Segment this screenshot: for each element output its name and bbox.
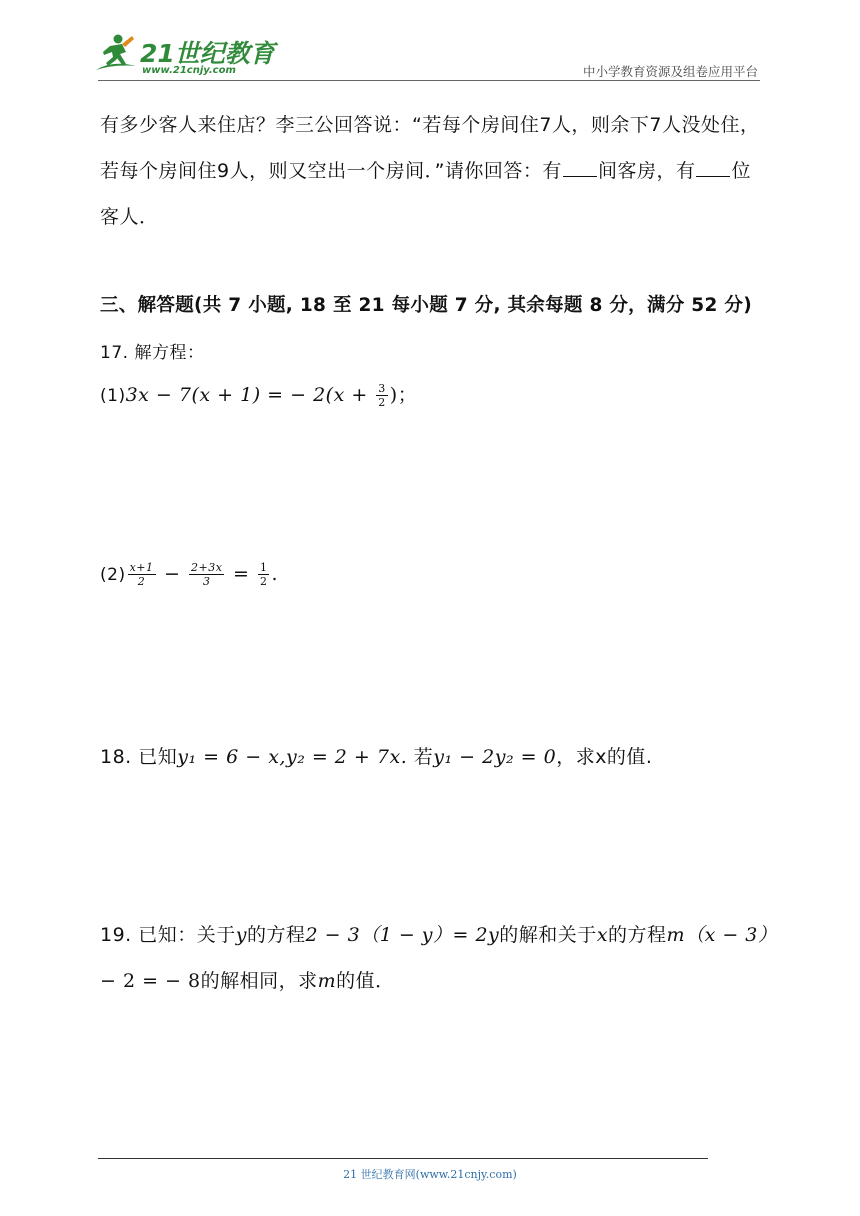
q19-equation-2a: m（x − 3） [666,924,778,946]
logo-url: www.21cnjy.com [142,65,236,76]
q17-2-fraction-1 [128,561,156,588]
page-header [0,0,860,90]
q17-2-fraction-3 [258,561,270,588]
q17-1-frac-den: 2 [378,396,386,409]
header-tagline: 中小学教育资源及组卷应用平台 [582,64,758,79]
q17-2-label: (2) [100,565,126,585]
q19-text-d: 的方程 [608,924,667,946]
logo-text: 21世纪教育 [140,39,275,68]
q17-part-1 [100,380,417,409]
answer-blank-guests[interactable] [696,156,730,177]
q17-title: 17. 解方程： [100,343,205,363]
q17-2-minus: − [157,563,188,585]
q18-expression-2: y₁ − 2y₂ = 0 [433,746,557,768]
q19-text-c: 的解和关于 [499,924,597,946]
q16-line-1: 有多少客人来住店？李三公回答说：“若每个房间住7人，则余下7人没处住， [100,114,760,136]
q17-2-f1-den: 2 [137,575,146,588]
q18 [100,742,652,769]
q19-equation-1: 2 − 3（1 − y）= 2y [305,924,500,946]
q18-suffix: ，求x的值. [556,746,653,768]
q16-line-2 [100,156,751,183]
section-3-heading: 三、解答题(共 7 小题, 18 至 21 每小题 7 分, 其余每题 8 分，满分 52 分) [100,295,752,316]
q17-1-fraction [376,382,388,409]
runner-logo-icon [92,30,142,76]
q19-text-b: 的方程 [247,924,306,946]
q19-line-2 [100,966,395,993]
footer-link[interactable]: 21 世纪教育网(www.21cnjy.com) [343,1168,517,1181]
header-divider [98,80,760,81]
q18-expression-1: y₁ = 6 − x,y₂ = 2 + 7x. [177,746,408,768]
q16-line-2-b: 间客房，有 [597,160,696,182]
q17-1-label: (1) [100,386,126,406]
q17-2-equals: = [226,563,256,585]
q17-part-2 [100,561,278,588]
answer-blank-rooms[interactable] [563,156,597,177]
q19-equation-2b: − 2 = − 8 [100,970,201,992]
q19-var-m: m [317,970,337,992]
q18-mid: 若 [407,746,434,768]
q19-text-a: 19. 已知：关于 [100,924,236,946]
q19-text-f: 的值． [336,970,395,992]
q16-line-2-a: 若每个房间住9人，则又空出一个房间．”请你回答：有 [100,160,562,182]
q17-2-fraction-2 [189,561,224,588]
q18-prefix: 18. 已知 [100,746,178,768]
q17-2-f3-den: 2 [259,575,268,588]
logo [92,30,275,80]
q19-var-y: y [235,924,247,946]
q17-2-end: . [271,563,278,585]
q17-1-end: )； [389,384,418,406]
q19-var-x: x [596,924,609,946]
q17-2-f1-num: x+1 [129,561,154,574]
q19-text-e: 的解相同，求 [200,970,318,992]
q17-2-f2-den: 3 [202,575,211,588]
q16-line-3: 客人． [100,206,159,228]
q17-2-f3-num: 1 [259,561,268,574]
q19-line-1 [100,920,777,947]
q17-2-f2-num: 2+3x [191,561,223,574]
q17-1-frac-num: 3 [378,382,386,395]
q16-line-2-c: 位 [731,160,751,182]
footer-divider [98,1158,708,1159]
q17-1-expression: 3x − 7(x + 1) = − 2(x + [125,384,375,406]
